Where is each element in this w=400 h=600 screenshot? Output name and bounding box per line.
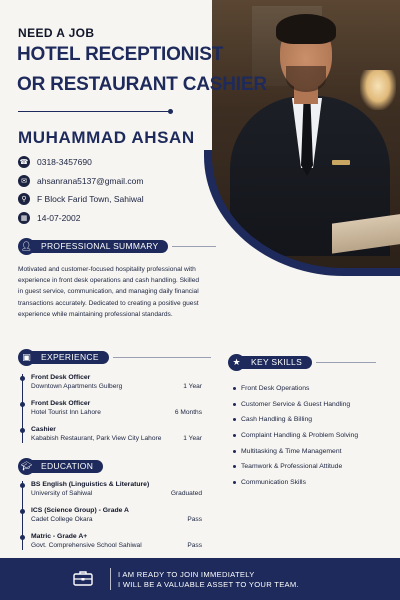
bullet-icon <box>233 434 236 437</box>
skill-text: Front Desk Operations <box>241 385 310 393</box>
user-icon: 👤︎ <box>18 238 35 255</box>
summary-divider <box>172 246 216 247</box>
email-text: ahsanrana5137@gmail.com <box>37 175 144 186</box>
education-status: Pass <box>187 542 202 549</box>
experience-title: Front Desk Officer <box>31 400 91 407</box>
person-hair <box>276 14 336 44</box>
education-title: ICS (Science Group) - Grade A <box>31 507 129 514</box>
person-beard <box>286 66 326 92</box>
skill-text: Multitasking & Time Management <box>241 447 342 455</box>
education-place: University of Sahiwal <box>31 490 93 497</box>
skill-text: Teamwork & Professional Attitude <box>241 463 343 471</box>
contact-dob <box>18 209 218 227</box>
experience-item <box>23 374 202 391</box>
skill-item <box>233 397 393 413</box>
education-status: Pass <box>187 516 202 523</box>
skill-item <box>233 459 393 475</box>
experience-section-header <box>18 349 211 366</box>
skill-item <box>233 381 393 397</box>
summary-heading: PROFESSIONAL SUMMARY <box>29 240 168 253</box>
location-icon: ⚲ <box>18 193 30 205</box>
header-divider-dot <box>168 109 173 114</box>
footer-line2: I WILL BE A VALUABLE ASSET TO YOUR TEAM. <box>118 580 299 589</box>
header-divider <box>18 111 172 112</box>
education-list <box>22 481 202 550</box>
experience-item <box>23 400 202 417</box>
star-icon: ★ <box>228 354 245 371</box>
contact-location <box>18 190 218 208</box>
education-section-header <box>18 458 103 475</box>
experience-duration: 1 Year <box>183 435 202 442</box>
graduation-cap-icon: 🎓︎ <box>18 458 35 475</box>
experience-item <box>23 426 202 443</box>
bullet-icon <box>233 450 236 453</box>
footer-line1: I AM READY TO JOIN IMMEDIATELY <box>118 570 255 579</box>
experience-title: Cashier <box>31 426 56 433</box>
contact-list <box>18 153 218 227</box>
candidate-name: MUHAMMAD AHSAN <box>18 128 195 147</box>
name-badge <box>332 160 350 165</box>
experience-divider <box>113 357 211 358</box>
experience-duration: 6 Months <box>174 409 202 416</box>
education-status: Graduated <box>170 490 202 497</box>
bullet-icon <box>233 481 236 484</box>
skill-item <box>233 475 393 491</box>
skill-item <box>233 428 393 444</box>
education-item <box>23 507 202 524</box>
summary-text: Motivated and customer-focused hospitality professional with experience in front desk operations and cash handling. Skilled in guest service, communication, and managing daily financial transactions accurately. Dedicated to creating a positive guest experience while maintaining professional standards. <box>18 266 200 318</box>
profile-photo <box>212 0 400 272</box>
job-title-line1: HOTEL RECEPTIONIST <box>17 44 224 65</box>
footer-separator <box>110 568 111 590</box>
skills-list <box>233 381 393 490</box>
email-icon: ✉ <box>18 175 30 187</box>
education-heading: EDUCATION <box>29 460 103 473</box>
experience-heading: EXPERIENCE <box>29 351 109 364</box>
education-place: Govt. Comprehensive School Sahiwal <box>31 542 142 549</box>
photo-lamp <box>360 70 396 110</box>
skill-item <box>233 443 393 459</box>
kicker-text: NEED A JOB <box>18 26 95 40</box>
calendar-icon: ▦ <box>18 212 30 224</box>
phone-text: 0318-3457690 <box>37 157 92 167</box>
briefcase-icon: ▣ <box>18 349 35 366</box>
bullet-icon <box>233 403 236 406</box>
education-title: BS English (Linguistics & Literature) <box>31 481 150 488</box>
skill-text: Customer Service & Guest Handling <box>241 400 351 408</box>
contact-email <box>18 172 218 190</box>
experience-duration: 1 Year <box>183 383 202 390</box>
education-place: Cadet College Okara <box>31 516 93 523</box>
footer-banner <box>0 558 400 600</box>
job-title-line2: OR RESTAURANT CASHIER <box>17 74 267 95</box>
briefcase-icon <box>73 570 93 586</box>
skill-text: Communication Skills <box>241 478 306 486</box>
education-title: Matric - Grade A+ <box>31 533 88 540</box>
experience-list <box>22 374 202 443</box>
experience-place: Downtown Apartments Gulberg <box>31 383 123 390</box>
experience-place: Hotel Tourist Inn Lahore <box>31 409 101 416</box>
skill-text: Complaint Handling & Problem Solving <box>241 432 359 440</box>
skills-heading: KEY SKILLS <box>239 356 312 369</box>
bullet-icon <box>233 465 236 468</box>
location-text: F Block Farid Town, Sahiwal <box>37 194 144 204</box>
bullet-icon <box>233 387 236 390</box>
skill-item <box>233 412 393 428</box>
phone-icon: ☎ <box>18 156 30 168</box>
skill-text: Cash Handling & Billing <box>241 416 313 424</box>
footer-message <box>118 570 299 590</box>
experience-place: Kababish Restaurant, Park View City Lahore <box>31 435 162 442</box>
bullet-icon <box>233 418 236 421</box>
dob-text: 14-07-2002 <box>37 212 81 223</box>
experience-title: Front Desk Officer <box>31 374 91 381</box>
education-item <box>23 533 202 550</box>
summary-section-header <box>18 238 216 255</box>
skills-divider <box>316 362 376 363</box>
education-item <box>23 481 202 498</box>
skills-section-header <box>228 354 376 371</box>
contact-phone <box>18 153 218 171</box>
